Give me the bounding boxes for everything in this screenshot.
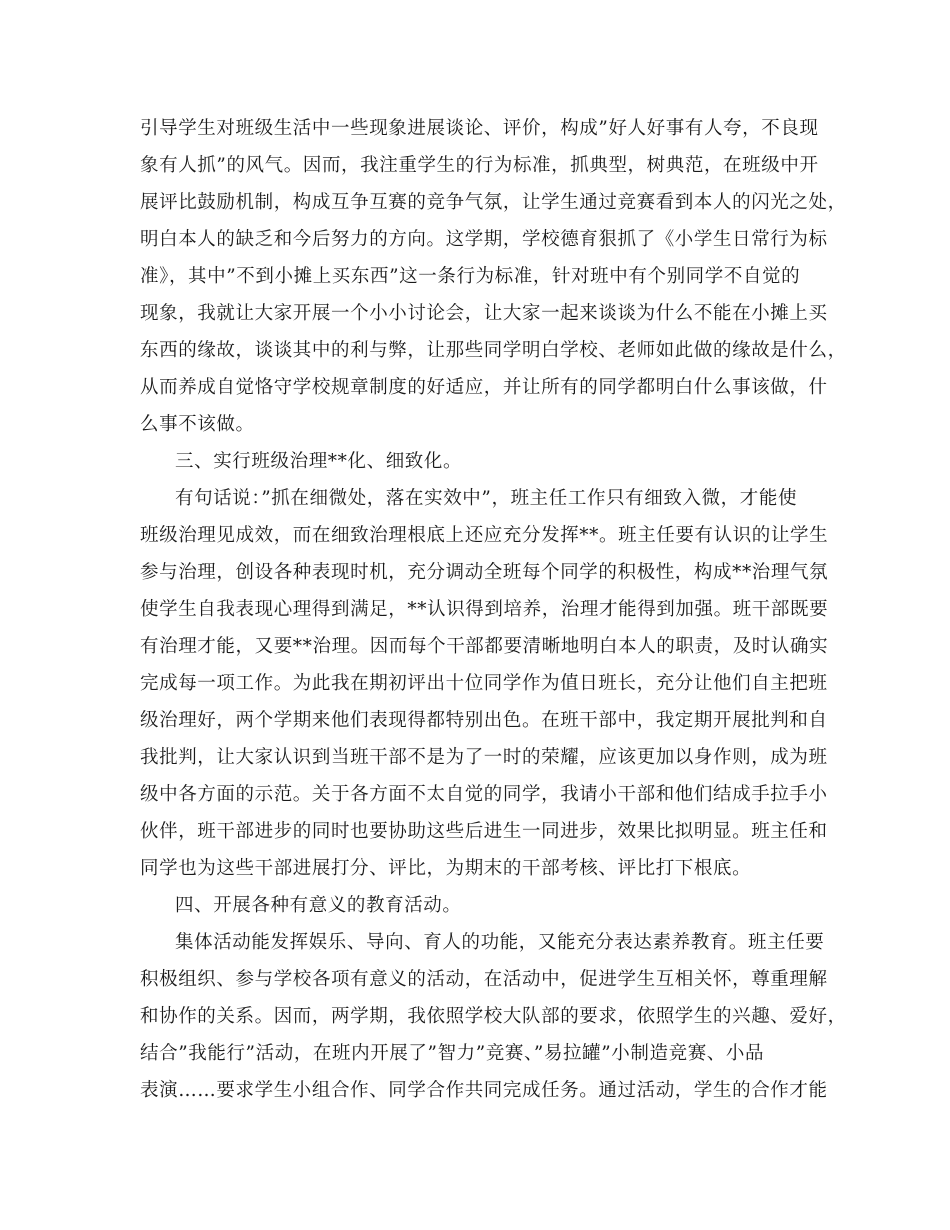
text-line: 表演……要求学生小组合作、同学合作共同完成任务。通过活动，学生的合作才能 <box>140 1080 828 1101</box>
text-line: 象有人抓”的风气。因而，我注重学生的行为标准，抓典型，树典范，在班级中开 <box>140 155 819 176</box>
text-line: 和协作的关系。因而，两学期，我依照学校大队部的要求，依照学生的兴趣、爱好， <box>140 1006 847 1027</box>
text-line: 使学生自我表现心理得到满足，**认识得到培养，治理才能得到加强。班干部既要 <box>140 599 829 620</box>
text-line: 级治理好，两个学期来他们表现得都特别出色。在班干部中，我定期开展批判和自 <box>140 710 828 731</box>
text-line: 准》，其中”不到小摊上买东西”这一条行为标准，针对班中有个别同学不自觉的 <box>140 266 801 287</box>
text-line: 同学也为这些干部进展打分、评比，为期末的干部考核、评比打下根底。 <box>140 858 752 879</box>
text-line: 东西的缘故，谈谈其中的利与弊，让那些同学明白学校、老师如此做的缘故是什么， <box>140 340 847 361</box>
document-body <box>140 110 847 1109</box>
text-line: 积极组织、参与学校各项有意义的活动，在活动中，促进学生互相关怀，尊重理解 <box>140 969 828 990</box>
text-line: 么事不该做。 <box>140 414 255 435</box>
text-line: 集体活动能发挥娱乐、导向、育人的功能，又能充分表达素养教育。班主任要 <box>175 932 825 953</box>
text-line: 我批判，让大家认识到当班干部不是为了一时的荣耀，应该更加以身作则，成为班 <box>140 747 828 768</box>
text-line: 结合”我能行”活动，在班内开展了”智力”竞赛、”易拉罐”小制造竞赛、小品 <box>140 1043 765 1064</box>
section-heading: 四、开展各种有意义的教育活动。 <box>175 895 462 916</box>
text-line: 班级治理见成效，而在细致治理根底上还应充分发挥**。班主任要有认识的让学生 <box>140 525 829 546</box>
text-line: 引导学生对班级生活中一些现象进展谈论、评价，构成”好人好事有人夸，不良现 <box>140 118 819 139</box>
text-line: 有治理才能，又要**治理。因而每个干部都要清晰地明白本人的职责，及时认确实 <box>140 636 829 657</box>
text-line: 级中各方面的示范。关于各方面不太自觉的同学，我请小干部和他们结成手拉手小 <box>140 784 828 805</box>
text-line: 从而养成自觉恪守学校规章制度的好适应，并让所有的同学都明白什么事该做，什 <box>140 377 828 398</box>
text-line: 现象，我就让大家开展一个小小讨论会，让大家一起来谈谈为什么不能在小摊上买 <box>140 303 828 324</box>
section-heading: 三、实行班级治理**化、细致化。 <box>175 451 463 472</box>
text-line: 有句话说：”抓在细微处，落在实效中”，班主任工作只有细致入微，才能使 <box>175 488 798 509</box>
text-line: 完成每一项工作。为此我在期初评出十位同学作为值日班长，充分让他们自主把班 <box>140 673 828 694</box>
text-line: 伙伴，班干部进步的同时也要协助这些后进生一同进步，效果比拟明显。班主任和 <box>140 821 828 842</box>
text-line: 明白本人的缺乏和今后努力的方向。这学期，学校德育狠抓了《小学生日常行为标 <box>140 229 828 250</box>
text-line: 展评比鼓励机制，构成互争互赛的竞争气氛，让学生通过竞赛看到本人的闪光之处， <box>140 192 847 213</box>
text-line: 参与治理，创设各种表现时机，充分调动全班每个同学的积极性，构成**治理气氛 <box>140 562 829 583</box>
